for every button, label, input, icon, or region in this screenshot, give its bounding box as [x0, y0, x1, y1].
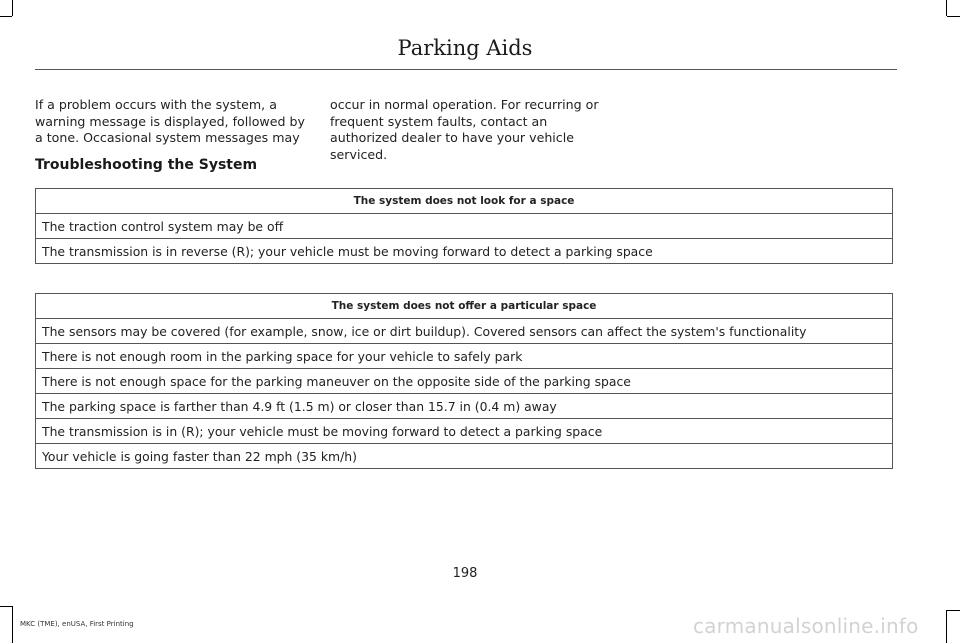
crop-mark [0, 16, 12, 17]
table-cell: The transmission is in (R); your vehicle must be moving forward to detect a parking space [36, 419, 893, 444]
section-heading: Troubleshooting the System [35, 157, 258, 173]
table-row [36, 319, 893, 344]
table-header: The system does not offer a particular space [36, 294, 893, 319]
table-cell: The parking space is farther than 4.9 ft (1.5 m) or closer than 15.7 in (0.4 m) away [36, 394, 893, 419]
table-cell: The transmission is in reverse (R); your vehicle must be moving forward to detect a parking space [36, 239, 893, 264]
table-cell: There is not enough room in the parking space for your vehicle to safely park [36, 344, 893, 369]
table-cell: Your vehicle is going faster than 22 mph (35 km/h) [36, 444, 893, 469]
intro-paragraph-left: If a problem occurs with the system, a warning message is displayed, followed by a tone. Occasional system messages may [35, 97, 305, 145]
table-cell: The traction control system may be off [36, 214, 893, 239]
table-cell: There is not enough space for the parking maneuver on the opposite side of the parking space [36, 369, 893, 394]
watermark: carmanualsonline.info [693, 614, 919, 638]
table-row [36, 344, 893, 369]
page-title: Parking Aids [397, 36, 533, 60]
crop-mark [12, 0, 13, 16]
header-divider [35, 69, 897, 70]
table-row [36, 394, 893, 419]
crop-mark [947, 16, 960, 17]
troubleshooting-table-no-offer [35, 293, 893, 469]
crop-mark [0, 606, 12, 607]
intro-paragraph-right: occur in normal operation. For recurring or frequent system faults, contact an authorized dealer to have your vehicle serviced. [330, 97, 599, 162]
crop-mark [946, 610, 947, 643]
table-row [36, 419, 893, 444]
table-row [36, 444, 893, 469]
table-row [36, 239, 893, 264]
crop-mark [12, 606, 13, 643]
table-cell: The sensors may be covered (for example, snow, ice or dirt buildup). Covered sensors can affect the system's functionality [36, 319, 893, 344]
troubleshooting-table-no-search [35, 188, 893, 264]
table-header: The system does not look for a space [36, 189, 893, 214]
crop-mark [946, 0, 947, 16]
page-number: 198 [452, 566, 478, 581]
table-row [36, 214, 893, 239]
table-row [36, 369, 893, 394]
footer-text: MKC (TME), enUSA, First Printing [20, 620, 134, 628]
crop-mark [947, 610, 960, 611]
